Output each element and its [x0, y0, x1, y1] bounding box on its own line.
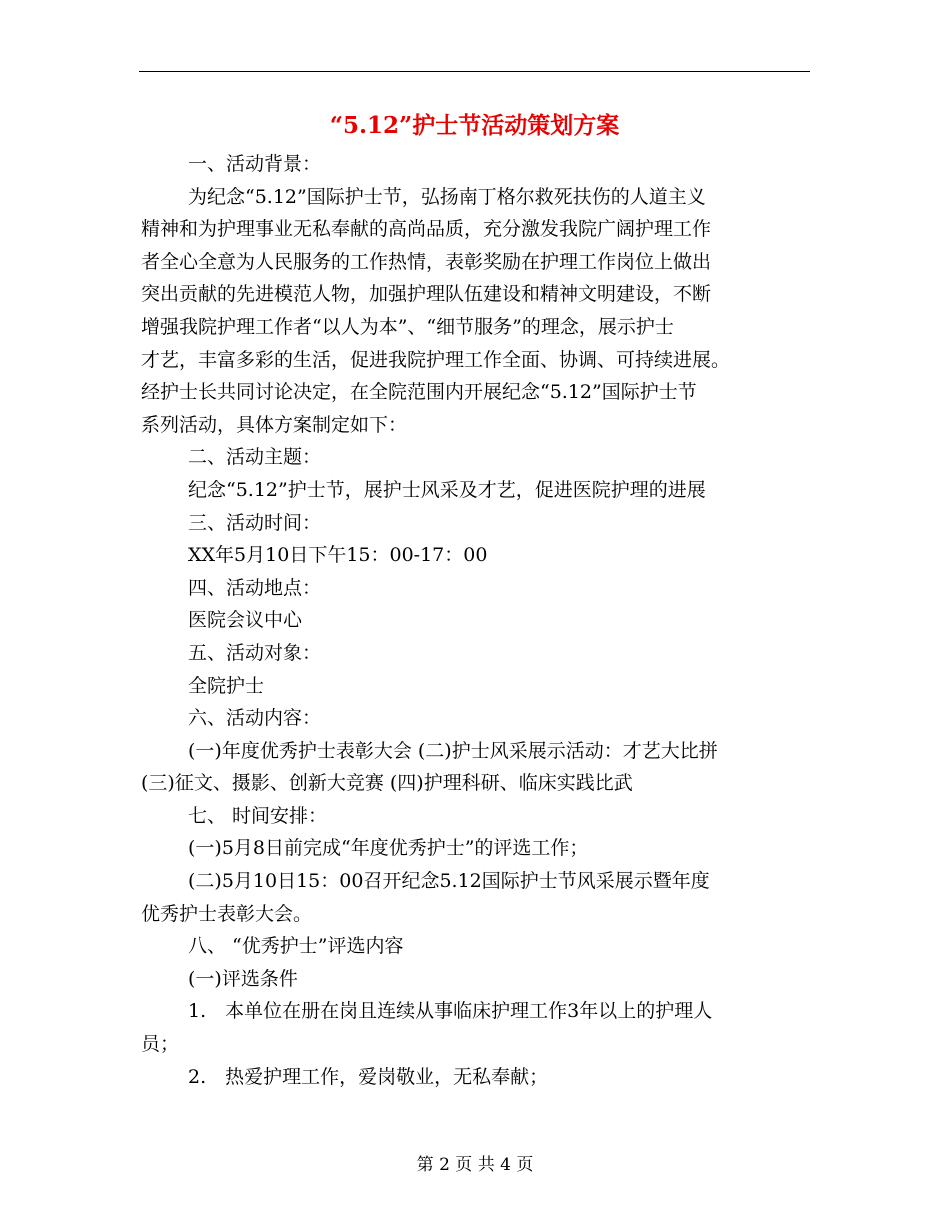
- text-line: 七、 时间安排：: [188, 804, 328, 827]
- text-line: 者全心全意为人民服务的工作热情，表彰奖励在护理工作岗位上做出: [141, 250, 712, 273]
- text-line: XX年5月10日下午15：00-17：00: [188, 544, 488, 567]
- text-line: 才艺，丰富多彩的生活，促进我院护理工作全面、协调、可持续进展。: [141, 348, 731, 371]
- document-body: [141, 148, 809, 1093]
- text-line: 1. 本单位在册在岗且连续从事临床护理工作3年以上的护理人: [188, 1000, 713, 1023]
- text-line: 2. 热爱护理工作，爱岗敬业，无私奉献；: [188, 1065, 549, 1088]
- text-line: 全院护士: [188, 674, 265, 697]
- page-footer: 第 2 页 共 4 页: [416, 1155, 534, 1175]
- text-line: 突出贡献的先进模范人物，加强护理队伍建设和精神文明建设，不断: [141, 283, 712, 306]
- text-line: 二、活动主题：: [188, 446, 322, 469]
- text-line: (一)年度优秀护士表彰大会 (二)护士风采展示活动：才艺大比拼: [188, 739, 718, 762]
- text-line: 系列活动，具体方案制定如下：: [141, 413, 408, 436]
- text-line: (二)5月10日15：00召开纪念5.12国际护士节风采展示暨年度: [188, 870, 710, 893]
- text-line: 四、活动地点：: [188, 576, 322, 599]
- text-line: 八、 “优秀护士”评选内容: [188, 935, 404, 958]
- text-line: 六、活动内容：: [188, 707, 322, 730]
- text-line: 精神和为护理事业无私奉献的高尚品质，充分激发我院广阔护理工作: [141, 218, 712, 241]
- text-line: (一)5月8日前完成“年度优秀护士”的评选工作；: [188, 837, 589, 860]
- text-line: 增强我院护理工作者“以人为本”、“细节服务”的理念，展示护士: [141, 315, 674, 338]
- text-line: 医院会议中心: [188, 609, 303, 632]
- text-line: 一、活动背景：: [188, 153, 322, 175]
- text-line: (一)评选条件: [188, 967, 298, 990]
- text-line: 优秀护士表彰大会。: [141, 902, 313, 925]
- text-line: 员；: [141, 1033, 180, 1056]
- text-line: 经护士长共同讨论决定，在全院范围内开展纪念“5.12”国际护士节: [141, 381, 697, 404]
- text-line: (三)征文、摄影、创新大竞赛 (四)护理科研、临床实践比武: [141, 772, 633, 795]
- document-title: “5.12”护士节活动策划方案: [329, 112, 620, 139]
- text-line: 五、活动对象：: [188, 641, 322, 664]
- header-rule: [139, 71, 810, 72]
- text-line: 纪念“5.12”护士节，展护士风采及才艺，促进医院护理的进展: [188, 478, 706, 501]
- text-line: 三、活动时间：: [188, 511, 322, 534]
- text-line: 为纪念“5.12”国际护士节，弘扬南丁格尔救死扶伤的人道主义: [188, 185, 706, 208]
